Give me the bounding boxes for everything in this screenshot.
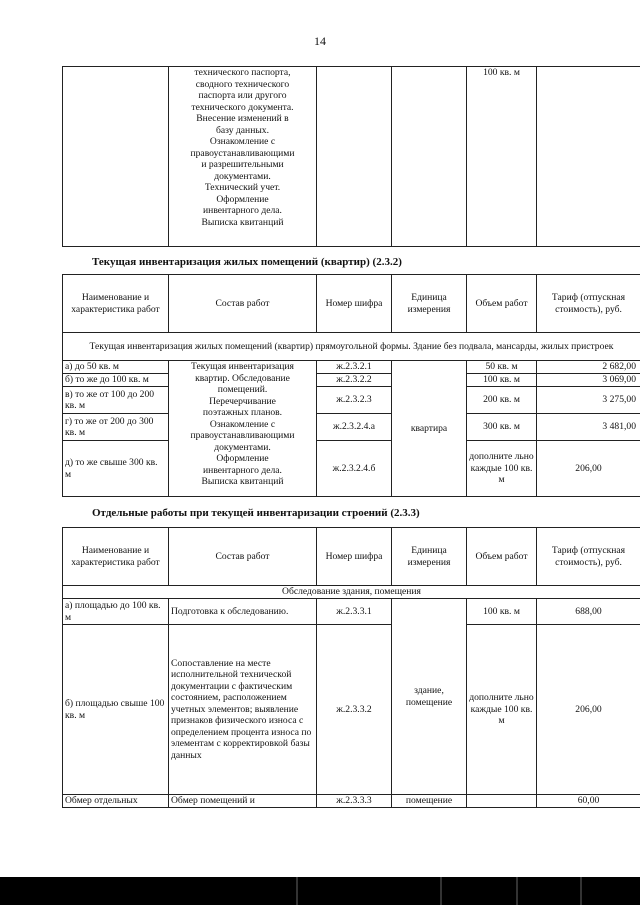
work-line: Внесение изменений в [196, 113, 289, 124]
header-volume: Объем работ [467, 528, 537, 586]
row-code: ж.2.3.2.2 [317, 374, 392, 387]
work-line: паспорта или другого [198, 90, 287, 101]
row-code: ж.2.3.2.1 [317, 361, 392, 374]
section2-title: Отдельные работы при текущей инвентаризации строений (2.3.3) [92, 507, 420, 519]
row-code: ж.2.3.2.4.б [317, 441, 392, 497]
row-price: 206,00 [537, 441, 640, 497]
work-line: Ознакомление с [209, 136, 276, 147]
work-line: Текущая инвентаризация [191, 361, 294, 372]
table-row [63, 625, 640, 795]
work-line: документами. [214, 170, 271, 182]
section1-work-cell [169, 361, 317, 497]
row-code: ж.2.3.3.1 [317, 599, 392, 625]
work-line: сводного технического [195, 78, 290, 90]
section1-unit: квартира [392, 361, 467, 497]
continuation-table [62, 66, 640, 247]
work-line: поэтажных планов. [202, 407, 283, 418]
row-unit: помещение [392, 795, 467, 808]
row-price: 3 069,00 [537, 374, 640, 387]
header-name: Наименование и характеристика работ [63, 528, 169, 586]
table-row [63, 374, 640, 387]
cont-unit-cell [392, 67, 467, 247]
table-row [63, 361, 640, 374]
row-name: а) до 50 кв. м [63, 361, 169, 374]
header-work: Состав работ [169, 275, 317, 333]
work-line: документами. [214, 441, 271, 453]
work-line: Выписка квитанций [201, 476, 284, 487]
work-line: Перечерчивание [209, 395, 276, 407]
work-line: квартир. Обследование [195, 372, 290, 384]
row-price: 60,00 [537, 795, 640, 808]
row-work: Сопоставление на месте исполнительной технической документации с фактическим состоянием, расположением учетных элементов; выявление признаков физического износа с определением процента износа по элементам с корректировкой базы данных [169, 625, 317, 795]
page-number: 14 [314, 34, 326, 48]
scan-edge-bar [0, 877, 640, 905]
table-row [63, 599, 640, 625]
row-name: б) площадью свыше 100 кв. м [63, 625, 169, 795]
header-work: Состав работ [169, 528, 317, 586]
row-price: 206,00 [537, 625, 640, 795]
row-code: ж.2.3.3.3 [317, 795, 392, 808]
section2-table [62, 527, 640, 808]
row-code: ж.2.3.3.2 [317, 625, 392, 795]
table-row [63, 387, 640, 414]
work-line: инвентарного дела. [203, 205, 282, 216]
work-line: базу данных. [216, 124, 269, 136]
row-name: в) то же от 100 до 200 кв. м [63, 387, 169, 414]
work-line: помещений. [217, 384, 268, 395]
work-line: Оформление [216, 193, 269, 205]
section2-header-row [63, 528, 640, 586]
header-code: Номер шифра [317, 275, 392, 333]
work-line: Технический учет. [204, 182, 281, 193]
section1-header-row [63, 275, 640, 333]
cont-work-cell [169, 67, 317, 247]
work-line: Ознакомление с [209, 418, 276, 430]
section1-table [62, 274, 640, 497]
row-name: Обмер отдельных [63, 795, 169, 808]
table-row [63, 795, 640, 808]
section1-title: Текущая инвентаризация жилых помещений (квартир) (2.3.2) [92, 256, 402, 268]
row-work: Обмер помещений и [169, 795, 317, 808]
cont-code-cell [317, 67, 392, 247]
row-volume: дополните льно каждые 100 кв. м [467, 625, 537, 795]
work-line: инвентарного дела. [203, 464, 282, 476]
section2-unit: здание, помещение [392, 599, 467, 795]
table-row [63, 441, 640, 497]
row-name: а) площадью до 100 кв. м [63, 599, 169, 625]
section2-subtitle: Обследование здания, помещения [63, 586, 640, 599]
header-price: Тариф (отпускная стоимость), руб. [537, 528, 640, 586]
row-code: ж.2.3.2.4.а [317, 414, 392, 441]
cont-work-text [171, 67, 314, 228]
row-volume: 300 кв. м [467, 414, 537, 441]
row-work: Подготовка к обследованию. [169, 599, 317, 625]
cont-price-cell [537, 67, 640, 247]
work-line: технического паспорта, [194, 67, 291, 78]
row-price: 2 682,00 [537, 361, 640, 374]
work-line: Оформление [216, 453, 269, 464]
work-line: Выписка квитанций [201, 216, 284, 228]
row-volume: 100 кв. м [467, 599, 537, 625]
row-name: г) то же от 200 до 300 кв. м [63, 414, 169, 441]
row-code: ж.2.3.2.3 [317, 387, 392, 414]
row-volume: 200 кв. м [467, 387, 537, 414]
section1-subtitle: Текущая инвентаризация жилых помещений (квартир) прямоугольной формы. Здание без подвала, мансарды, жилых пристроек [63, 333, 640, 361]
header-unit: Единица измерения [392, 528, 467, 586]
row-volume: 100 кв. м [467, 374, 537, 387]
row-volume: дополните льно каждые 100 кв. м [467, 441, 537, 497]
work-line: технического документа. [191, 101, 294, 113]
row-name: б) то же до 100 кв. м [63, 374, 169, 387]
row-name: д) то же свыше 300 кв. м [63, 441, 169, 497]
work-line: правоустанавливающими [190, 147, 295, 159]
work-line: правоустанавливающими [190, 430, 295, 441]
header-volume: Объем работ [467, 275, 537, 333]
work-line: и разрешительными [201, 159, 284, 170]
header-price: Тариф (отпускная стоимость), руб. [537, 275, 640, 333]
cont-name-cell [63, 67, 169, 247]
row-price: 3 275,00 [537, 387, 640, 414]
header-name: Наименование и характеристика работ [63, 275, 169, 333]
header-code: Номер шифра [317, 528, 392, 586]
row-volume: 50 кв. м [467, 361, 537, 374]
section1-work-text [171, 361, 314, 488]
row-price: 3 481,00 [537, 414, 640, 441]
header-unit: Единица измерения [392, 275, 467, 333]
table-row [63, 414, 640, 441]
row-volume [467, 795, 537, 808]
cont-volume-cell: 100 кв. м [467, 67, 537, 247]
row-price: 688,00 [537, 599, 640, 625]
